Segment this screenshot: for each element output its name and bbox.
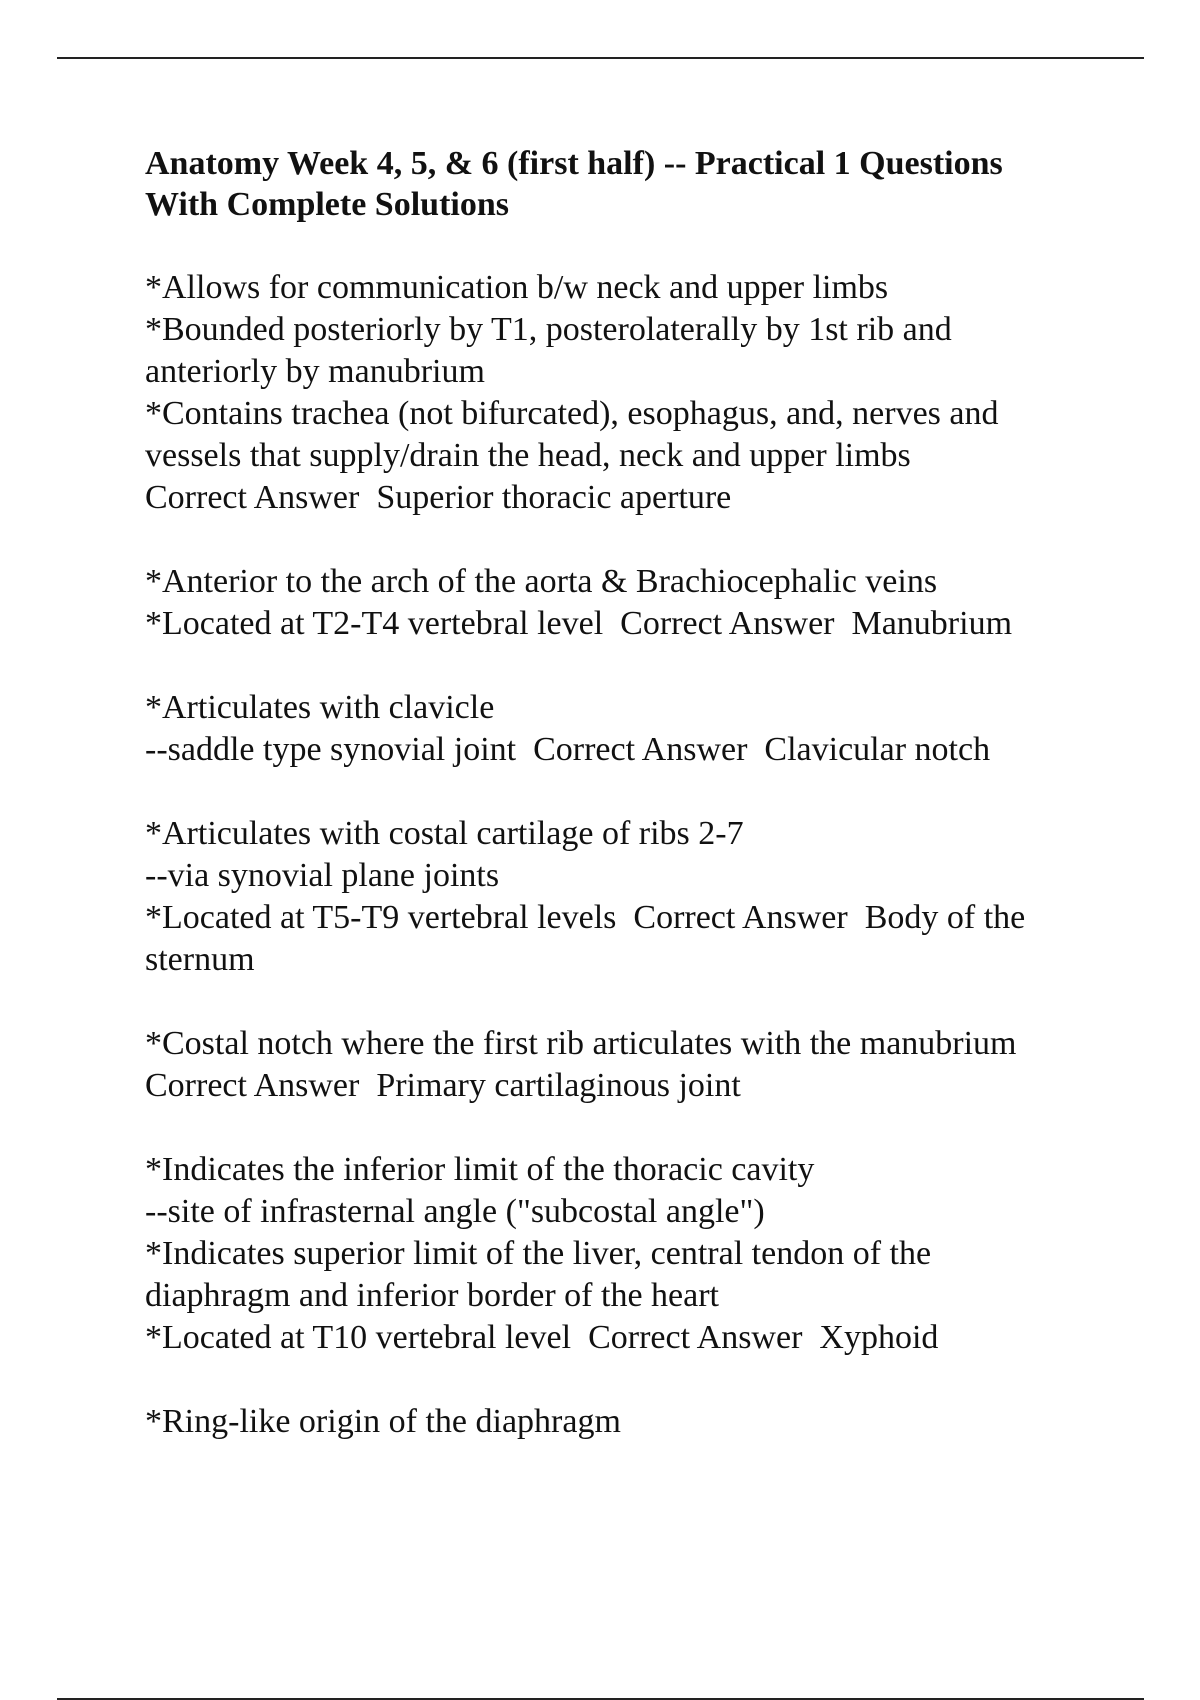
qa-line: *Located at T10 vertebral level Correct Answer Xyphoid	[145, 1319, 939, 1356]
title-line: With Complete Solutions	[145, 186, 509, 223]
qa-line: *Ring-like origin of the diaphragm	[145, 1403, 621, 1440]
qa-line: *Anterior to the arch of the aorta & Brachiocephalic veins	[145, 563, 938, 600]
qa-block-superior-thoracic-aperture	[145, 267, 1105, 519]
qa-line: --via synovial plane joints	[145, 857, 500, 894]
qa-line: *Contains trachea (not bifurcated), esophagus, and, nerves and	[145, 395, 999, 432]
document-body	[145, 143, 1105, 1443]
qa-line: *Articulates with costal cartilage of ribs 2-7	[145, 815, 744, 852]
qa-block-xyphoid	[145, 1149, 1105, 1359]
qa-line: *Located at T2-T4 vertebral level Correct Answer Manubrium	[145, 605, 1013, 642]
qa-block-diaphragm-origin	[145, 1401, 1105, 1443]
top-rule	[57, 57, 1144, 59]
qa-line: Correct Answer Superior thoracic aperture	[145, 479, 732, 516]
qa-line: anteriorly by manubrium	[145, 353, 485, 390]
qa-block-manubrium	[145, 561, 1105, 645]
qa-line: *Allows for communication b/w neck and upper limbs	[145, 269, 889, 306]
qa-line: *Located at T5-T9 vertebral levels Correct Answer Body of the	[145, 899, 1026, 936]
qa-line: *Articulates with clavicle	[145, 689, 495, 726]
title-line: Anatomy Week 4, 5, & 6 (first half) -- Practical 1 Questions	[145, 145, 1003, 182]
qa-line: *Costal notch where the first rib articulates with the manubrium	[145, 1025, 1017, 1062]
qa-line: *Indicates the inferior limit of the thoracic cavity	[145, 1151, 815, 1188]
qa-block-clavicular-notch	[145, 687, 1105, 771]
qa-line: --site of infrasternal angle ("subcostal angle")	[145, 1193, 765, 1230]
qa-line: vessels that supply/drain the head, neck and upper limbs	[145, 437, 911, 474]
qa-block-body-of-sternum	[145, 813, 1105, 981]
qa-line: Correct Answer Primary cartilaginous joint	[145, 1067, 741, 1104]
qa-line: *Bounded posteriorly by T1, posterolaterally by 1st rib and	[145, 311, 952, 348]
document-title	[145, 143, 1105, 225]
qa-line: diaphragm and inferior border of the heart	[145, 1277, 719, 1314]
qa-block-primary-cartilaginous-joint	[145, 1023, 1105, 1107]
qa-line: --saddle type synovial joint Correct Answer Clavicular notch	[145, 731, 991, 768]
qa-line: sternum	[145, 941, 255, 978]
qa-line: *Indicates superior limit of the liver, central tendon of the	[145, 1235, 932, 1272]
